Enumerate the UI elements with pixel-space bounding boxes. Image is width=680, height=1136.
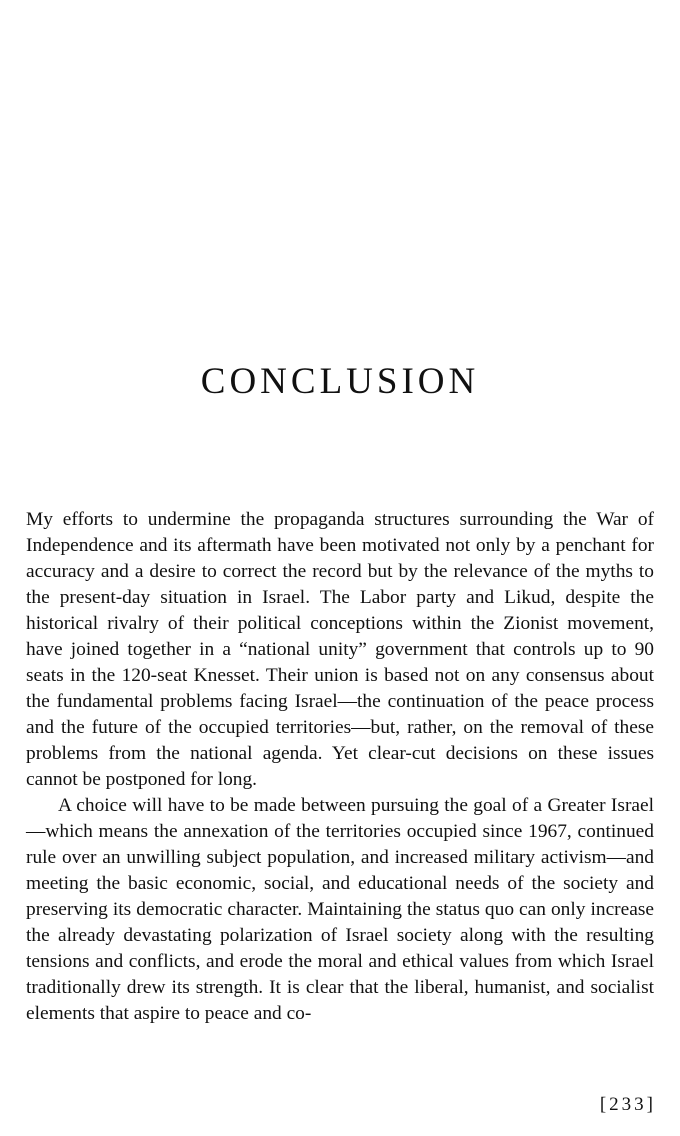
chapter-title: CONCLUSION bbox=[200, 361, 480, 402]
body-text bbox=[26, 507, 654, 1027]
paragraph-1: My efforts to undermine the propaganda structures surrounding the War of Independence and its aftermath have been motivated not only by a penchant for accuracy and a desire to correct the record but by the relevance of the myths to the present-day situation in Israel. The Labor party and Likud, despite the historical rivalry of their political conceptions within the Zionist movement, have joined together in a “national unity” government that controls up to 90 seats in the 120-seat Knesset. Their union is based not on any consensus about the fundamental problems facing Israel—the continuation of the peace process and the future of the occupied territories—but, rather, on the removal of these problems from the national agenda. Yet clear-cut decisions on these issues cannot be postponed for long. bbox=[26, 509, 654, 790]
page-number: [233] bbox=[599, 1094, 656, 1115]
paragraph-2: A choice will have to be made between pursuing the goal of a Greater Israel—which means the annexation of the territories occupied since 1967, continued rule over an unwilling subject population, and increased military activism—and meeting the basic economic, social, and educational needs of the society and preserving its democratic character. Maintaining the status quo can only increase the already devastating polarization of Israel society along with the resulting tensions and conflicts, and erode the moral and ethical values from which Israel traditionally drew its strength. It is clear that the liberal, humanist, and socialist elements that aspire to peace and co- bbox=[26, 795, 654, 1024]
